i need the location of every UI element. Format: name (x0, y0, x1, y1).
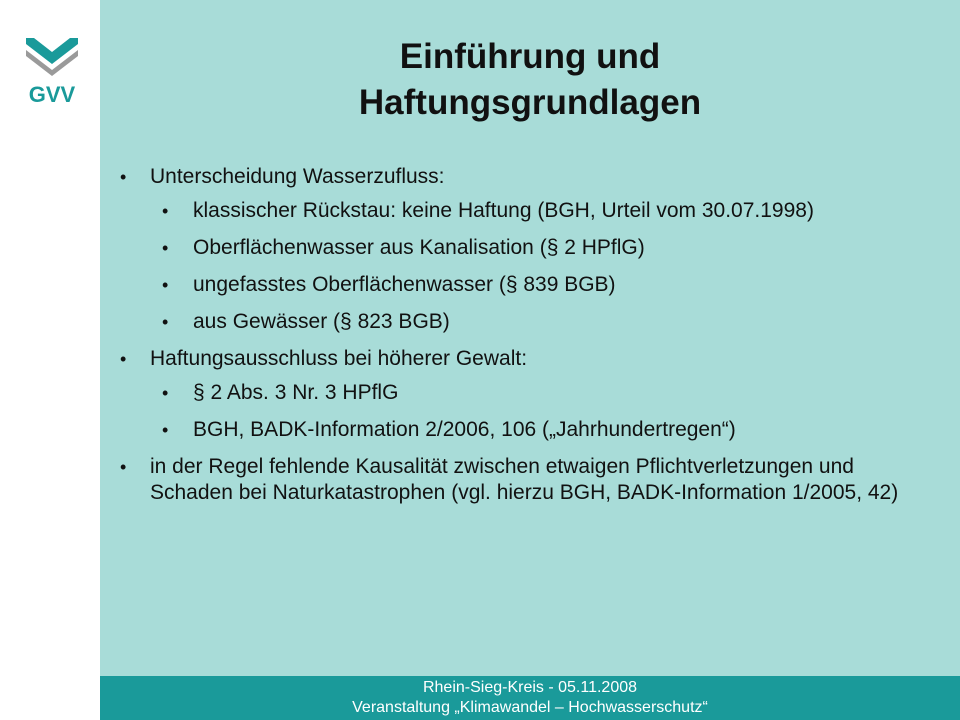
slide-content-panel (100, 0, 960, 676)
sub-bullet-list (150, 198, 920, 335)
list-item (120, 417, 920, 443)
list-item (120, 164, 920, 335)
list-item (120, 198, 920, 224)
bullet-icon: • (162, 238, 169, 258)
bullet-icon: • (162, 420, 169, 440)
bullet-icon: • (120, 349, 127, 369)
slide-title-line1: Einführung und (399, 37, 661, 76)
list-item (120, 272, 920, 298)
sub-bullet-text: aus Gewässer (§ 823 BGB) (193, 310, 450, 333)
footer (100, 676, 960, 720)
bullet-text: Unterscheidung Wasserzufluss: (150, 165, 445, 188)
slide-title-line2: Haftungsgrundlagen (358, 83, 702, 122)
footer-line2: Veranstaltung „Klimawandel – Hochwasserschutz“ (352, 699, 708, 716)
sub-bullet-list (150, 380, 920, 443)
bullet-icon: • (162, 275, 169, 295)
bullet-icon: • (120, 167, 127, 187)
list-item (120, 380, 920, 406)
bullet-icon: • (120, 457, 127, 477)
bullet-text: Haftungsausschluss bei höherer Gewalt: (150, 347, 528, 370)
bullet-icon: • (162, 383, 169, 403)
list-item (120, 235, 920, 261)
list-item (120, 346, 920, 443)
bullet-icon: • (162, 201, 169, 221)
slide-title (100, 34, 960, 126)
footer-line1: Rhein-Sieg-Kreis - 05.11.2008 (422, 679, 638, 696)
sub-bullet-text: klassischer Rückstau: keine Haftung (BGH, Urteil vom 30.07.1998) (193, 199, 814, 222)
sub-bullet-text: § 2 Abs. 3 Nr. 3 HPflG (193, 381, 399, 404)
logo-text: GVV (28, 82, 76, 107)
gvv-logo (24, 36, 80, 110)
list-item (120, 454, 920, 506)
bullet-text: in der Regel fehlende Kausalität zwischen etwaigen Pflichtverletzungen und Schaden bei Naturkatastrophen (vgl. hierzu BGH, BADK-Information 1/2005, 42) (150, 455, 899, 504)
bullet-icon: • (162, 312, 169, 332)
list-item (120, 309, 920, 335)
bullet-list (120, 164, 920, 514)
sidebar (0, 0, 100, 720)
sub-bullet-text: BGH, BADK-Information 2/2006, 106 („Jahrhundertregen“) (193, 418, 736, 441)
sub-bullet-text: ungefasstes Oberflächenwasser (§ 839 BGB) (193, 273, 616, 296)
sub-bullet-text: Oberflächenwasser aus Kanalisation (§ 2 HPflG) (193, 236, 645, 259)
